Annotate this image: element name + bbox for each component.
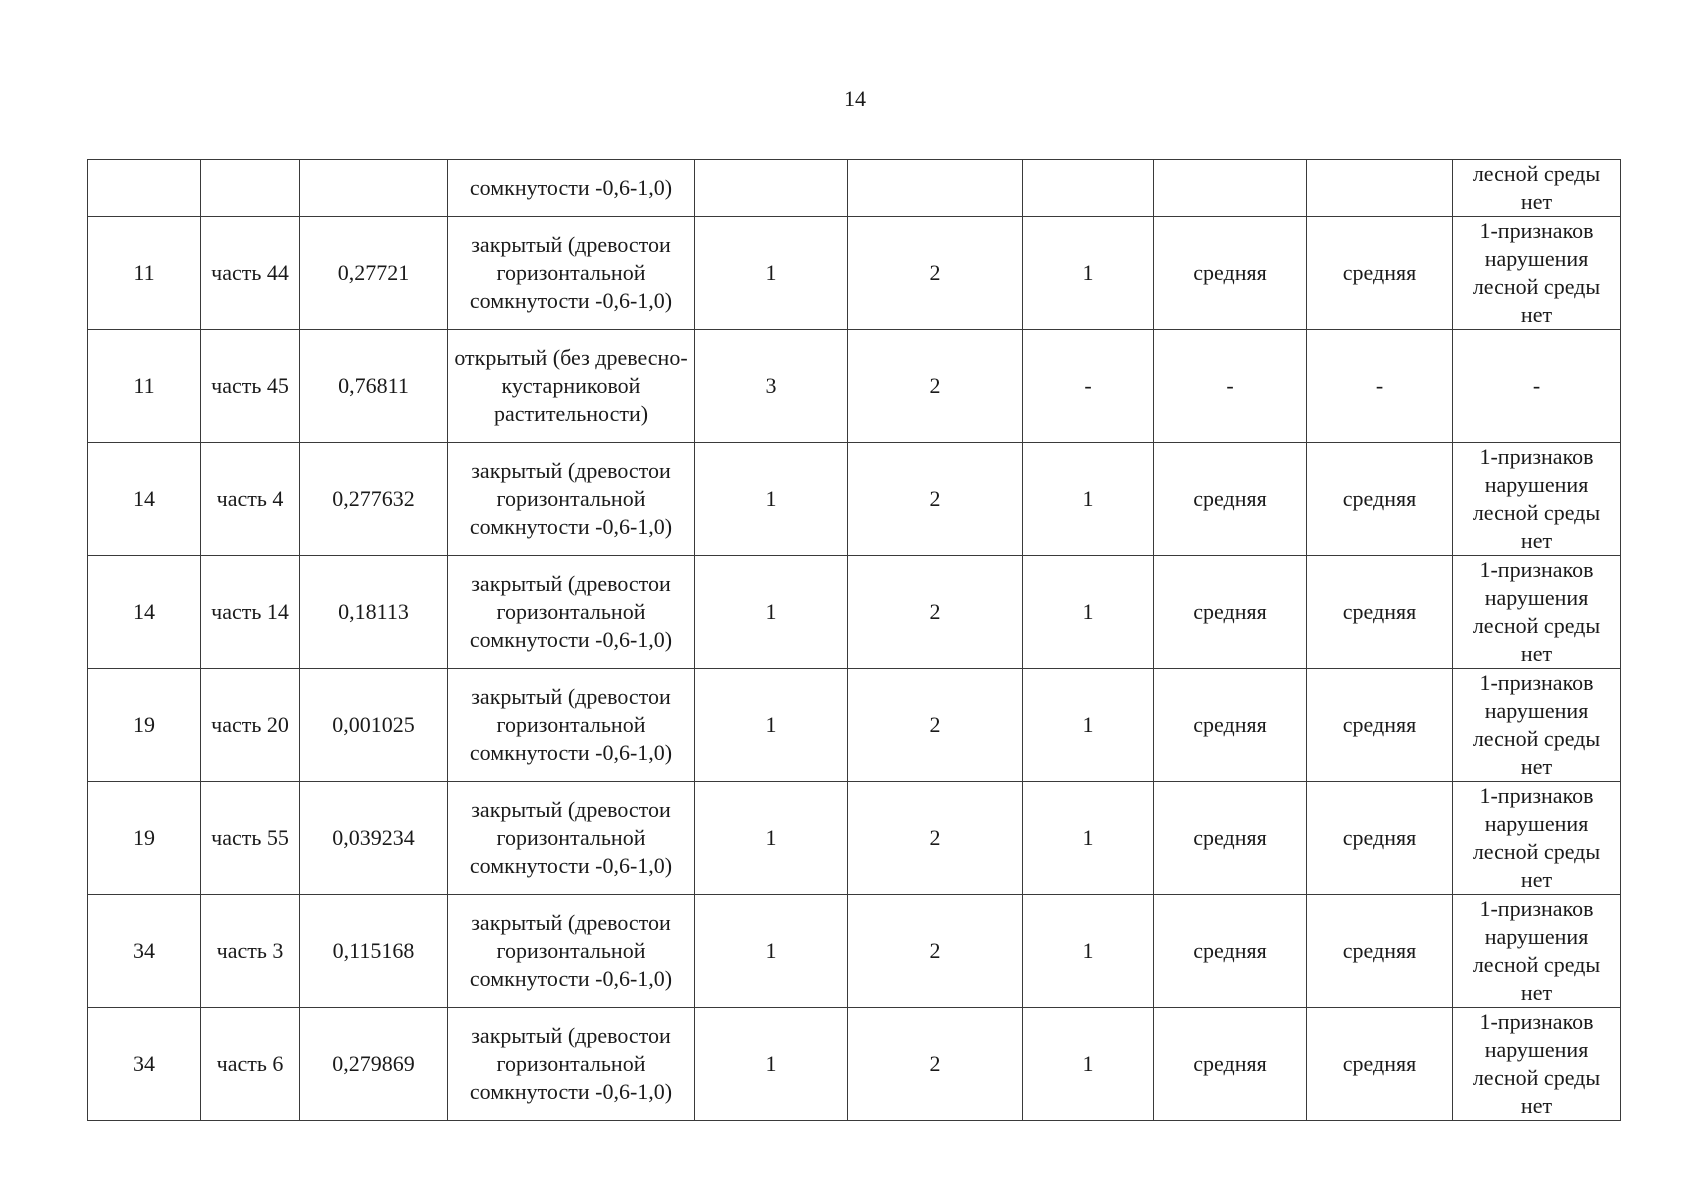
cell-part: часть 3 bbox=[201, 895, 300, 1008]
cell-col7: 1 bbox=[1023, 556, 1154, 669]
cell-assessment: - bbox=[1453, 330, 1621, 443]
cell-part: часть 20 bbox=[201, 669, 300, 782]
cell-col5: 1 bbox=[695, 556, 848, 669]
cell-col8: средняя bbox=[1154, 556, 1307, 669]
cell-col6: 2 bbox=[848, 556, 1023, 669]
cell-type: закрытый (древостои горизонтальной сомкнутости -0,6-1,0) bbox=[448, 669, 695, 782]
cell-type: закрытый (древостои горизонтальной сомкнутости -0,6-1,0) bbox=[448, 443, 695, 556]
table-row bbox=[88, 443, 1621, 556]
cell-assessment: 1-признаков нарушения лесной среды нет bbox=[1453, 1008, 1621, 1121]
cell-area: 0,277632 bbox=[300, 443, 448, 556]
cell-col9: средняя bbox=[1307, 1008, 1453, 1121]
cell-col6: 2 bbox=[848, 1008, 1023, 1121]
cell-assessment: 1-признаков нарушения лесной среды нет bbox=[1453, 895, 1621, 1008]
cell-col6: 2 bbox=[848, 895, 1023, 1008]
cell-col7: 1 bbox=[1023, 782, 1154, 895]
cell-col5: 1 bbox=[695, 217, 848, 330]
cell-col6: 2 bbox=[848, 669, 1023, 782]
cell-assessment: лесной среды нет bbox=[1453, 160, 1621, 217]
cell-col6: 2 bbox=[848, 782, 1023, 895]
cell-col8: - bbox=[1154, 330, 1307, 443]
cell-type: закрытый (древостои горизонтальной сомкнутости -0,6-1,0) bbox=[448, 782, 695, 895]
cell-type: сомкнутости -0,6-1,0) bbox=[448, 160, 695, 217]
cell-area: 0,18113 bbox=[300, 556, 448, 669]
cell-area: 0,279869 bbox=[300, 1008, 448, 1121]
cell-col5: 1 bbox=[695, 1008, 848, 1121]
cell-col7: 1 bbox=[1023, 217, 1154, 330]
cell-part: часть 45 bbox=[201, 330, 300, 443]
table-body bbox=[88, 160, 1621, 1121]
cell-col8: средняя bbox=[1154, 669, 1307, 782]
cell-assessment: 1-признаков нарушения лесной среды нет bbox=[1453, 669, 1621, 782]
table-row-continued bbox=[88, 160, 1621, 217]
cell-quarter: 14 bbox=[88, 443, 201, 556]
cell-col6: 2 bbox=[848, 330, 1023, 443]
cell-col9: средняя bbox=[1307, 895, 1453, 1008]
cell-col9: средняя bbox=[1307, 217, 1453, 330]
table-row bbox=[88, 895, 1621, 1008]
cell-col7: 1 bbox=[1023, 895, 1154, 1008]
cell-quarter: 11 bbox=[88, 330, 201, 443]
cell-col5: 3 bbox=[695, 330, 848, 443]
cell-col5: 1 bbox=[695, 669, 848, 782]
table-row bbox=[88, 1008, 1621, 1121]
cell-part: часть 55 bbox=[201, 782, 300, 895]
cell-area: 0,27721 bbox=[300, 217, 448, 330]
cell-col7: 1 bbox=[1023, 669, 1154, 782]
cell-col7: 1 bbox=[1023, 1008, 1154, 1121]
cell-col6 bbox=[848, 160, 1023, 217]
cell-area: 0,115168 bbox=[300, 895, 448, 1008]
cell-col9: средняя bbox=[1307, 669, 1453, 782]
cell-col6: 2 bbox=[848, 217, 1023, 330]
cell-col8: средняя bbox=[1154, 895, 1307, 1008]
cell-quarter: 11 bbox=[88, 217, 201, 330]
cell-type: открытый (без древесно-кустарниковой растительности) bbox=[448, 330, 695, 443]
cell-col9: средняя bbox=[1307, 443, 1453, 556]
cell-col9: - bbox=[1307, 330, 1453, 443]
cell-col5: 1 bbox=[695, 895, 848, 1008]
cell-type: закрытый (древостои горизонтальной сомкнутости -0,6-1,0) bbox=[448, 1008, 695, 1121]
cell-col8: средняя bbox=[1154, 1008, 1307, 1121]
cell-quarter: 34 bbox=[88, 1008, 201, 1121]
cell-col7 bbox=[1023, 160, 1154, 217]
table-row bbox=[88, 556, 1621, 669]
table-row bbox=[88, 669, 1621, 782]
cell-area: 0,001025 bbox=[300, 669, 448, 782]
cell-area: 0,039234 bbox=[300, 782, 448, 895]
cell-quarter bbox=[88, 160, 201, 217]
cell-assessment: 1-признаков нарушения лесной среды нет bbox=[1453, 782, 1621, 895]
page-number: 14 bbox=[844, 86, 866, 111]
cell-area bbox=[300, 160, 448, 217]
cell-col8: средняя bbox=[1154, 443, 1307, 556]
cell-part: часть 6 bbox=[201, 1008, 300, 1121]
cell-col8: средняя bbox=[1154, 217, 1307, 330]
cell-col5: 1 bbox=[695, 782, 848, 895]
cell-area: 0,76811 bbox=[300, 330, 448, 443]
cell-type: закрытый (древостои горизонтальной сомкнутости -0,6-1,0) bbox=[448, 556, 695, 669]
cell-col5: 1 bbox=[695, 443, 848, 556]
cell-col9 bbox=[1307, 160, 1453, 217]
cell-col7: 1 bbox=[1023, 443, 1154, 556]
cell-assessment: 1-признаков нарушения лесной среды нет bbox=[1453, 443, 1621, 556]
cell-quarter: 34 bbox=[88, 895, 201, 1008]
cell-col9: средняя bbox=[1307, 556, 1453, 669]
table-row bbox=[88, 330, 1621, 443]
cell-quarter: 19 bbox=[88, 669, 201, 782]
table-row bbox=[88, 217, 1621, 330]
cell-part: часть 44 bbox=[201, 217, 300, 330]
cell-part: часть 14 bbox=[201, 556, 300, 669]
cell-col8: средняя bbox=[1154, 782, 1307, 895]
cell-type: закрытый (древостои горизонтальной сомкнутости -0,6-1,0) bbox=[448, 217, 695, 330]
cell-part: часть 4 bbox=[201, 443, 300, 556]
cell-quarter: 14 bbox=[88, 556, 201, 669]
cell-assessment: 1-признаков нарушения лесной среды нет bbox=[1453, 217, 1621, 330]
cell-quarter: 19 bbox=[88, 782, 201, 895]
cell-col7: - bbox=[1023, 330, 1154, 443]
cell-col9: средняя bbox=[1307, 782, 1453, 895]
cell-col6: 2 bbox=[848, 443, 1023, 556]
cell-col5 bbox=[695, 160, 848, 217]
cell-type: закрытый (древостои горизонтальной сомкнутости -0,6-1,0) bbox=[448, 895, 695, 1008]
cell-part bbox=[201, 160, 300, 217]
cell-col8 bbox=[1154, 160, 1307, 217]
cell-assessment: 1-признаков нарушения лесной среды нет bbox=[1453, 556, 1621, 669]
table-row bbox=[88, 782, 1621, 895]
data-table bbox=[87, 159, 1621, 1121]
